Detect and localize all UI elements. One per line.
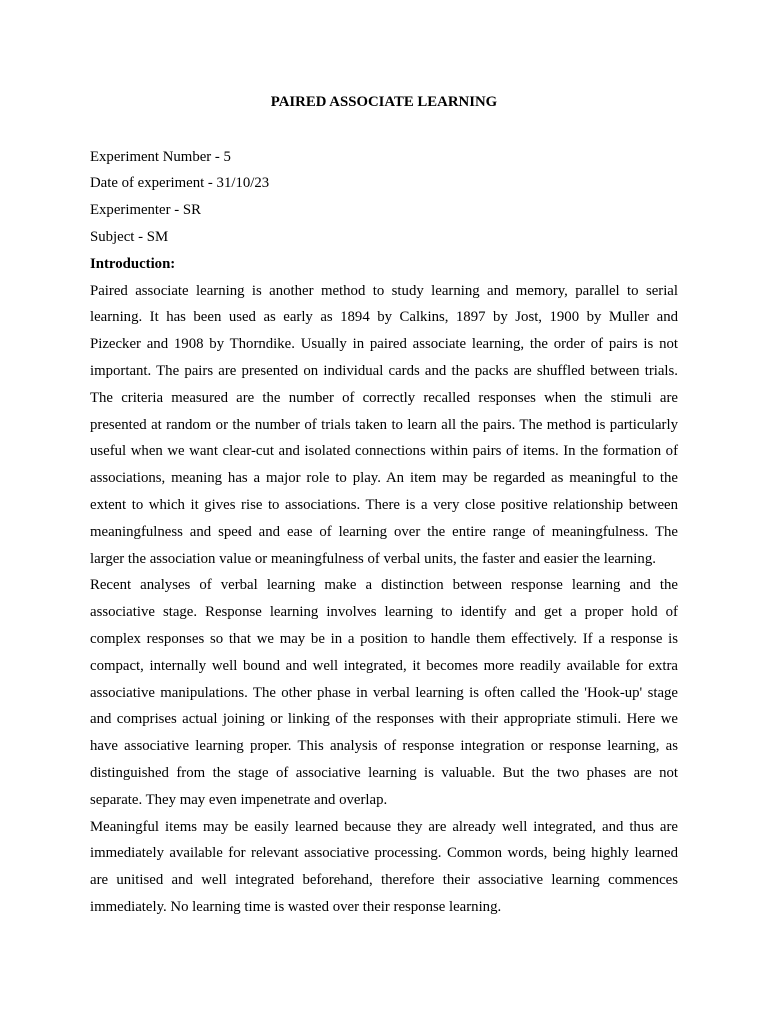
paragraph-line: and comprises actual joining or linking of the responses with their appropriate stimuli. Here we	[90, 711, 678, 728]
experiment-number: Experiment Number - 5	[90, 148, 231, 165]
paragraph-line: important. The pairs are presented on individual cards and the packs are shuffled between trials.	[90, 362, 678, 379]
paragraph-line: associative stage. Response learning involves learning to identify and get a proper hold of	[90, 604, 678, 621]
paragraph-line: separate. They may even impenetrate and overlap.	[90, 791, 388, 808]
document-body	[90, 144, 678, 921]
subject: Subject - SM	[90, 228, 169, 245]
paragraph-line: associations, meaning has a major role to play. An item may be regarded as meaningful to the	[90, 470, 678, 487]
paragraph-line: Paired associate learning is another method to study learning and memory, parallel to serial	[90, 282, 678, 299]
paragraph-line: presented at random or the number of trials taken to learn all the pairs. The method is particularly	[90, 416, 678, 433]
paragraph-line: distinguished from the stage of associative learning is valuable. But the two phases are not	[90, 764, 678, 781]
paragraph-line: learning. It has been used as early as 1894 by Calkins, 1897 by Jost, 1900 by Muller and	[90, 309, 678, 326]
document-title: PAIRED ASSOCIATE LEARNING	[270, 93, 498, 110]
paragraph-line: are unitised and well integrated beforehand, therefore their associative learning commences	[90, 872, 678, 889]
paragraph-line: associative manipulations. The other phase in verbal learning is often called the 'Hook-up' stage	[90, 684, 678, 701]
introduction-paragraph-1	[90, 278, 678, 573]
paragraph-line: Pizecker and 1908 by Thorndike. Usually in paired associate learning, the order of pairs is not	[90, 336, 678, 353]
paragraph-line: compact, internally well bound and well integrated, it becomes more readily available for extra	[90, 657, 678, 674]
introduction-paragraph-3	[90, 814, 678, 921]
paragraph-line: immediately available for relevant associative processing. Common words, being highly learned	[90, 845, 678, 862]
paragraph-line: meaningfulness and speed and ease of learning over the entire range of meaningfulness. The	[90, 523, 678, 540]
paragraph-line: immediately. No learning time is wasted over their response learning.	[90, 898, 502, 915]
paragraph-line: have associative learning proper. This analysis of response integration or response learning, as	[90, 738, 678, 755]
paragraph-line: larger the association value or meaningfulness of verbal units, the faster and easier the learning.	[90, 550, 656, 567]
experimenter: Experimenter - SR	[90, 202, 201, 219]
introduction-paragraph-2	[90, 572, 678, 813]
paragraph-line: The criteria measured are the number of correctly recalled responses when the stimuli are	[90, 389, 678, 406]
paragraph-line: extent to which it gives rise to associations. There is a very close positive relationship between	[90, 496, 678, 513]
introduction-heading: Introduction:	[90, 255, 176, 272]
paragraph-line: Meaningful items may be easily learned because they are already well integrated, and thus are	[90, 818, 678, 835]
paragraph-line: complex responses so that we may be in a position to handle them effectively. If a response is	[90, 630, 678, 647]
paragraph-line: Recent analyses of verbal learning make a distinction between response learning and the	[90, 577, 678, 594]
paragraph-line: useful when we want clear-cut and isolated connections within pairs of items. In the formation of	[90, 443, 678, 460]
experiment-date: Date of experiment - 31/10/23	[90, 175, 270, 192]
